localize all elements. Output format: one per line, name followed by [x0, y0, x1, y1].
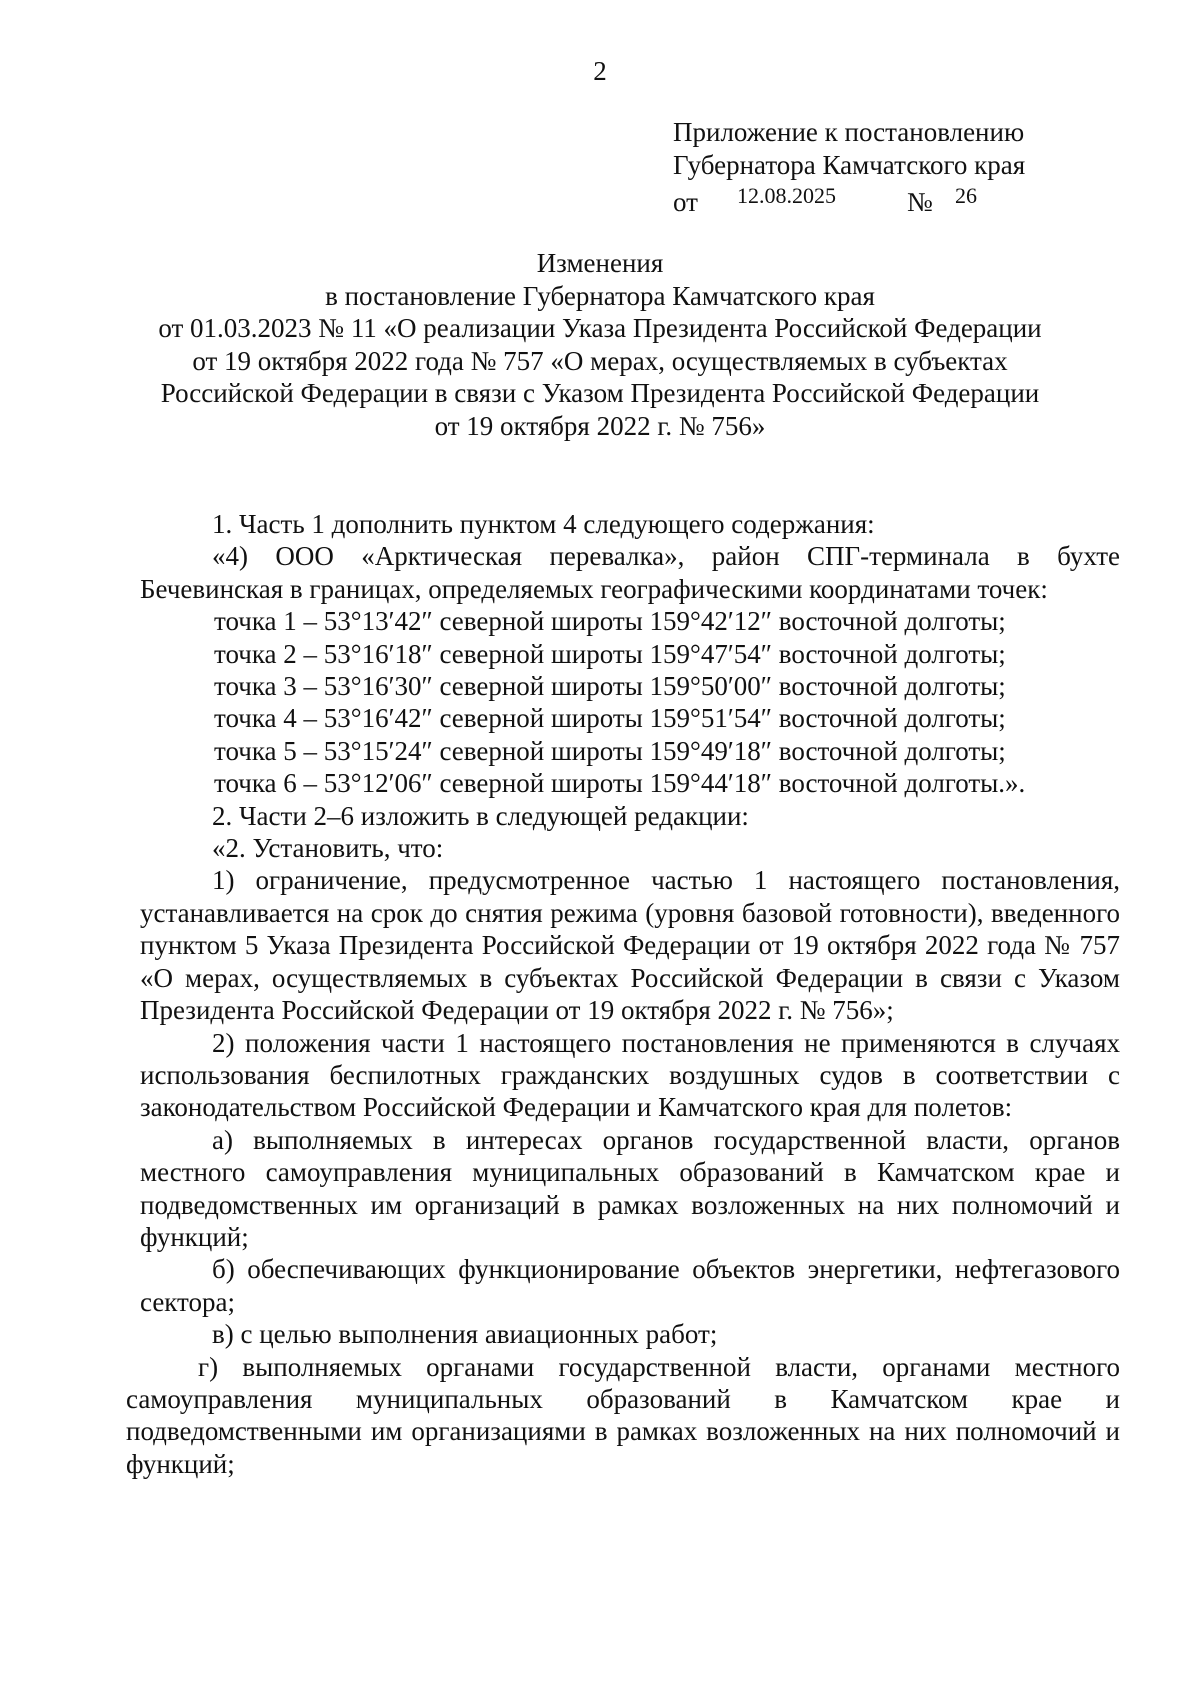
paragraph-10: г) выполняемых органами государственной власти, органами местного самоуправления муниципальных образований в Камчатском крае и подведомственными им организациями в рамках возложенных на них полномочий и функций;	[126, 1351, 1120, 1479]
appendix-line-2: Губернатора Камчатского края	[673, 150, 1026, 180]
appendix-date: 12.08.2025	[737, 183, 836, 208]
title-line-4: от 19 октября 2022 года № 757 «О мерах, осуществляемых в субъектах	[192, 345, 1008, 376]
title-line-1: Изменения	[536, 248, 664, 278]
title-line-6: от 19 октября 2022 г. № 756»	[434, 410, 766, 441]
appendix-number-sign: №	[907, 187, 933, 217]
document-body	[126, 508, 1120, 1480]
appendix-date-line	[673, 182, 1025, 216]
paragraph-9: в) с целью выполнения авиационных работ;	[212, 1319, 718, 1350]
coordinate-point-1: точка 1 – 53°13′42″ северной широты 159°42′12″ восточной долготы;	[214, 606, 1006, 637]
coordinate-point-2: точка 2 – 53°16′18″ северной широты 159°47′54″ восточной долготы;	[214, 638, 1006, 669]
paragraph-4: «2. Установить, что:	[212, 833, 444, 864]
coordinate-point-4: точка 4 – 53°16′42″ северной широты 159°51′54″ восточной долготы;	[214, 703, 1006, 734]
title-line-5: Российской Федерации в связи с Указом Президента Российской Федерации	[160, 378, 1040, 408]
title-line-3: от 01.03.2023 № 11 «О реализации Указа Президента Российской Федерации	[158, 313, 1042, 343]
paragraph-6: 2) положения части 1 настоящего постановления не применяются в случаях использования беспилотных гражданских воздушных судов в соответствии с законодательством Российской Федерации и Камчатского края для полетов:	[140, 1027, 1120, 1123]
document-title	[100, 247, 1100, 442]
coordinate-point-3: точка 3 – 53°16′30″ северной широты 159°50′00″ восточной долготы;	[214, 671, 1006, 702]
appendix-line-1: Приложение к постановлению	[673, 117, 1025, 147]
paragraph-7: а) выполняемых в интересах органов государственной власти, органов местного самоуправления муниципальных образований в Камчатском крае и подведомственных им организаций в рамках возложенных на них полномочий и функций;	[140, 1124, 1120, 1252]
appendix-header	[673, 116, 1025, 216]
appendix-ot: от	[673, 187, 698, 217]
paragraph-5: 1) ограничение, предусмотренное частью 1 настоящего постановления, устанавливается на срок до снятия режима (уровня базовой готовности), введенного пунктом 5 Указа Президента Российской Федерации от 19 октября 2022 года № 757 «О мерах, осуществляемых в субъектах Российской Федерации в связи с Указом Президента Российской Федерации от 19 октября 2022 г. № 756»;	[140, 865, 1120, 1026]
paragraph-8: б) обеспечивающих функционирование объектов энергетики, нефтегазового сектора;	[140, 1254, 1120, 1317]
page-number: 2	[593, 56, 607, 86]
title-line-2: в постановление Губернатора Камчатского края	[325, 280, 875, 311]
paragraph-3: 2. Части 2–6 изложить в следующей редакции:	[212, 800, 749, 831]
coordinate-point-5: точка 5 – 53°15′24″ северной широты 159°49′18″ восточной долготы;	[214, 735, 1006, 766]
paragraph-1: 1. Часть 1 дополнить пунктом 4 следующего содержания:	[212, 509, 875, 539]
coordinate-point-6: точка 6 – 53°12′06″ северной широты 159°44′18″ восточной долготы.».	[214, 768, 1026, 799]
appendix-number: 26	[955, 183, 977, 208]
paragraph-2: «4) ООО «Арктическая перевалка», район СПГ-терминала в бухте Бечевинская в границах, определяемых географическими координатами точек:	[140, 541, 1120, 604]
